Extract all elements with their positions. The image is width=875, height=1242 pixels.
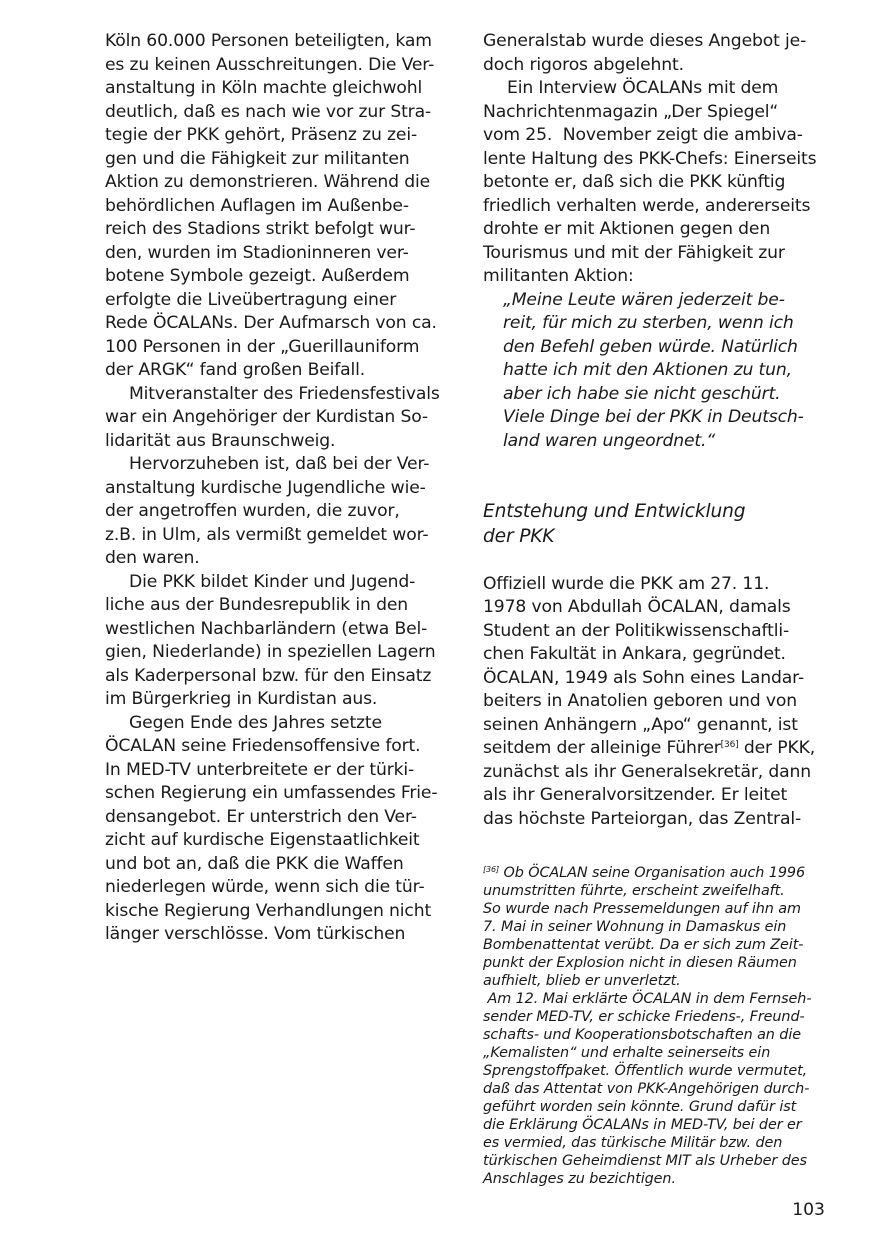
text-line: militanten Aktion:: [483, 266, 634, 286]
text-line: lidarität aus Braunschweig.: [105, 430, 336, 451]
quote-line: hatte ich mit den Aktionen zu tun,: [503, 360, 792, 380]
footnote-line: punkt der Explosion nicht in diesen Räumen: [483, 955, 797, 971]
text-line: In MED-TV unterbreitete er der türki-: [105, 759, 415, 780]
text-line: schen Regierung ein umfassendes Frie-: [105, 783, 438, 803]
quote-line: land waren ungeordnet.“: [503, 430, 716, 451]
text-line: anstaltung kurdische Jugendliche wie-: [105, 477, 426, 498]
text-line: tegie der PKK gehört, Präsenz zu zei-: [105, 125, 418, 145]
text-line: 1978 von Abdullah ÖCALAN, damals: [483, 597, 791, 617]
text-line: ÖCALAN seine Friedensoffensive fort.: [105, 736, 421, 756]
text-line: friedlich verhalten werde, andererseits: [483, 195, 811, 216]
text-line: kische Regierung Verhandlungen nicht: [105, 900, 432, 921]
footnote-line: geführt worden sein könnte. Grund dafür ist: [483, 1099, 797, 1115]
footnote-marker: [36]: [483, 865, 500, 874]
text-line: z.B. in Ulm, als vermißt gemeldet wor-: [105, 524, 429, 545]
text-fragment: seitdem der alleinige Führer: [483, 738, 721, 758]
quote-line: reit, für mich zu sterben, wenn ich: [503, 313, 794, 333]
text-line: zicht auf kurdische Eigenstaatlichkeit: [105, 830, 420, 850]
text-line: gen und die Fähigkeit zur militanten: [105, 148, 410, 169]
text-line: Mitveranstalter des Friedensfestivals: [129, 383, 440, 404]
footnote-line: [483, 864, 823, 882]
text-line: seinen Anhängern „Apo“ genannt, ist: [483, 714, 798, 735]
paragraph-lines: [483, 761, 828, 832]
text-line: als Kaderpersonal bzw. für den Einsatz: [105, 665, 432, 686]
spacer: [483, 477, 828, 501]
text-line: deutlich, daß es nach wie vor zur Stra-: [105, 101, 432, 122]
text-line: Rede ÖCALANs. Der Aufmarsch von ca.: [105, 313, 437, 333]
text-line: Ein Interview ÖCALANs mit dem: [507, 78, 779, 98]
text-line: gien, Niederlande) in speziellen Lagern: [105, 642, 436, 662]
text-line: den, wurden im Stadioninneren ver-: [105, 242, 409, 263]
quote-line: den Befehl geben würde. Natürlich: [503, 336, 798, 357]
footnote-line: sender MED-TV, er schicke Friedens-, Freund-: [483, 1009, 805, 1025]
text-line: chen Fakultät in Ankara, gegründet.: [483, 644, 786, 664]
text-line: der ARGK“ fand großen Beifall.: [105, 360, 366, 380]
right-column: [483, 30, 828, 831]
spacer: [483, 453, 828, 477]
quote-line: „Meine Leute wären jederzeit be-: [503, 289, 785, 310]
text-line: das höchste Parteiorgan, das Zentral-: [483, 808, 802, 829]
section-heading-line-1: Entstehung und Entwicklung: [483, 501, 746, 522]
text-line: betonte er, daß sich die PKK künftig: [483, 172, 786, 192]
spacer: [483, 549, 828, 573]
text-line: im Bürgerkrieg in Kurdistan aus.: [105, 689, 378, 709]
footnote-line: aufhielt, blieb er unverletzt.: [483, 973, 681, 989]
text-line: Nachrichtenmagazin „Der Spiegel“: [483, 101, 779, 122]
footnote-line: Anschlages zu bezichtigen.: [483, 1171, 676, 1187]
text-line: Hervorzuheben ist, daß bei der Ver-: [129, 454, 430, 474]
text-line: Tourismus und mit der Fähigkeit zur: [483, 242, 785, 263]
footnote-line: Am 12. Mai erklärte ÖCALAN in dem Fernseh-: [483, 991, 812, 1007]
quote-line: Viele Dinge bei der PKK in Deutsch-: [503, 407, 804, 427]
right-column-text-top: [483, 30, 828, 289]
text-line: Generalstab wurde dieses Angebot je-: [483, 31, 807, 51]
text-line: Die PKK bildet Kinder und Jugend-: [129, 571, 416, 592]
text-line: Aktion zu demonstrieren. Während die: [105, 172, 431, 192]
text-fragment: Ob ÖCALAN seine Organisation auch 1996: [499, 865, 806, 881]
text-line: länger verschlösse. Vom türkischen: [105, 924, 406, 944]
text-line: Student an der Politikwissenschaftli-: [483, 620, 790, 641]
text-line: anstaltung in Köln machte gleichwohl: [105, 78, 423, 98]
right-column-text-bottom: [483, 573, 828, 832]
section-heading: [483, 500, 828, 549]
footnote-reference-marker[interactable]: [36]: [720, 740, 739, 750]
footnote-line: türkischen Geheimdienst MIT als Urheber des: [483, 1153, 807, 1169]
footnote-lines: [483, 882, 823, 1188]
footnote-line: es vermied, das türkische Militär bzw. den: [483, 1135, 783, 1151]
footnote-line: So wurde nach Pressemeldungen auf ihn am: [483, 901, 801, 917]
text-line: reich des Stadions strikt befolgt wur-: [105, 219, 416, 239]
paragraph-lines: [483, 573, 828, 738]
text-line: als ihr Generalvorsitzender. Er leitet: [483, 785, 788, 805]
footnote-line: Sprengstoffpaket. Öffentlich wurde vermutet,: [483, 1063, 808, 1079]
quote-line: aber ich habe sie nicht geschürt.: [503, 383, 781, 404]
footnote-line: 7. Mai in seiner Wohnung in Damaskus ein: [483, 919, 787, 935]
footnote: [483, 864, 823, 1188]
left-column: [105, 30, 450, 947]
text-line: botene Symbole gezeigt. Außerdem: [105, 266, 410, 286]
text-line: Offiziell wurde die PKK am 27. 11.: [483, 573, 770, 594]
footnote-line: die Erklärung ÖCALANs in MED-TV, bei der er: [483, 1117, 802, 1133]
footnote-line: „Kemalisten“ und erhalte seinerseits ein: [483, 1045, 771, 1061]
footnote-line: schafts- und Kooperationsbotschaften an die: [483, 1027, 801, 1043]
section-heading-line-2: der PKK: [483, 525, 555, 547]
text-line: war ein Angehöriger der Kurdistan So-: [105, 407, 428, 427]
page-number: 103: [792, 1200, 825, 1220]
quote-block: [483, 289, 828, 454]
text-fragment: der PKK,: [738, 738, 816, 758]
text-line: doch rigoros abgelehnt.: [483, 54, 684, 75]
footnote-line: Bombenattentat verübt. Da er sich zum Zeit-: [483, 937, 804, 953]
text-line: zunächst als ihr Generalsekretär, dann: [483, 761, 812, 782]
text-line: Köln 60.000 Personen beteiligten, kam: [105, 31, 432, 51]
left-column-text: [105, 30, 450, 947]
text-line: beiters in Anatolien geboren und von: [483, 691, 797, 711]
paragraph-line-with-reference: [483, 737, 828, 761]
text-line: lente Haltung des PKK-Chefs: Einerseits: [483, 148, 817, 169]
text-line: den waren.: [105, 548, 200, 568]
footnote-line: unumstritten führte, erscheint zweifelhaft.: [483, 883, 785, 899]
text-line: ÖCALAN, 1949 als Sohn eines Landar-: [483, 667, 805, 688]
text-line: 100 Personen in der „Guerillauniform: [105, 336, 420, 357]
text-line: der angetroffen wurden, die zuvor,: [105, 501, 400, 521]
text-line: drohte er mit Aktionen gegen den: [483, 219, 771, 239]
text-line: und bot an, daß die PKK die Waffen: [105, 853, 404, 874]
text-line: vom 25. November zeigt die ambiva-: [483, 125, 803, 145]
footnote-line: daß das Attentat von PKK-Angehörigen durch-: [483, 1081, 810, 1097]
text-line: behördlichen Auflagen im Außenbe-: [105, 195, 409, 216]
text-line: densangebot. Er unterstrich den Ver-: [105, 806, 417, 827]
text-line: erfolgte die Liveübertragung einer: [105, 289, 397, 310]
text-line: westlichen Nachbarländern (etwa Bel-: [105, 618, 428, 639]
text-line: niederlegen würde, wenn sich die tür-: [105, 877, 425, 897]
text-line: liche aus der Bundesrepublik in den: [105, 595, 409, 615]
text-line: Gegen Ende des Jahres setzte: [129, 712, 382, 733]
text-line: es zu keinen Ausschreitungen. Die Ver-: [105, 54, 435, 75]
